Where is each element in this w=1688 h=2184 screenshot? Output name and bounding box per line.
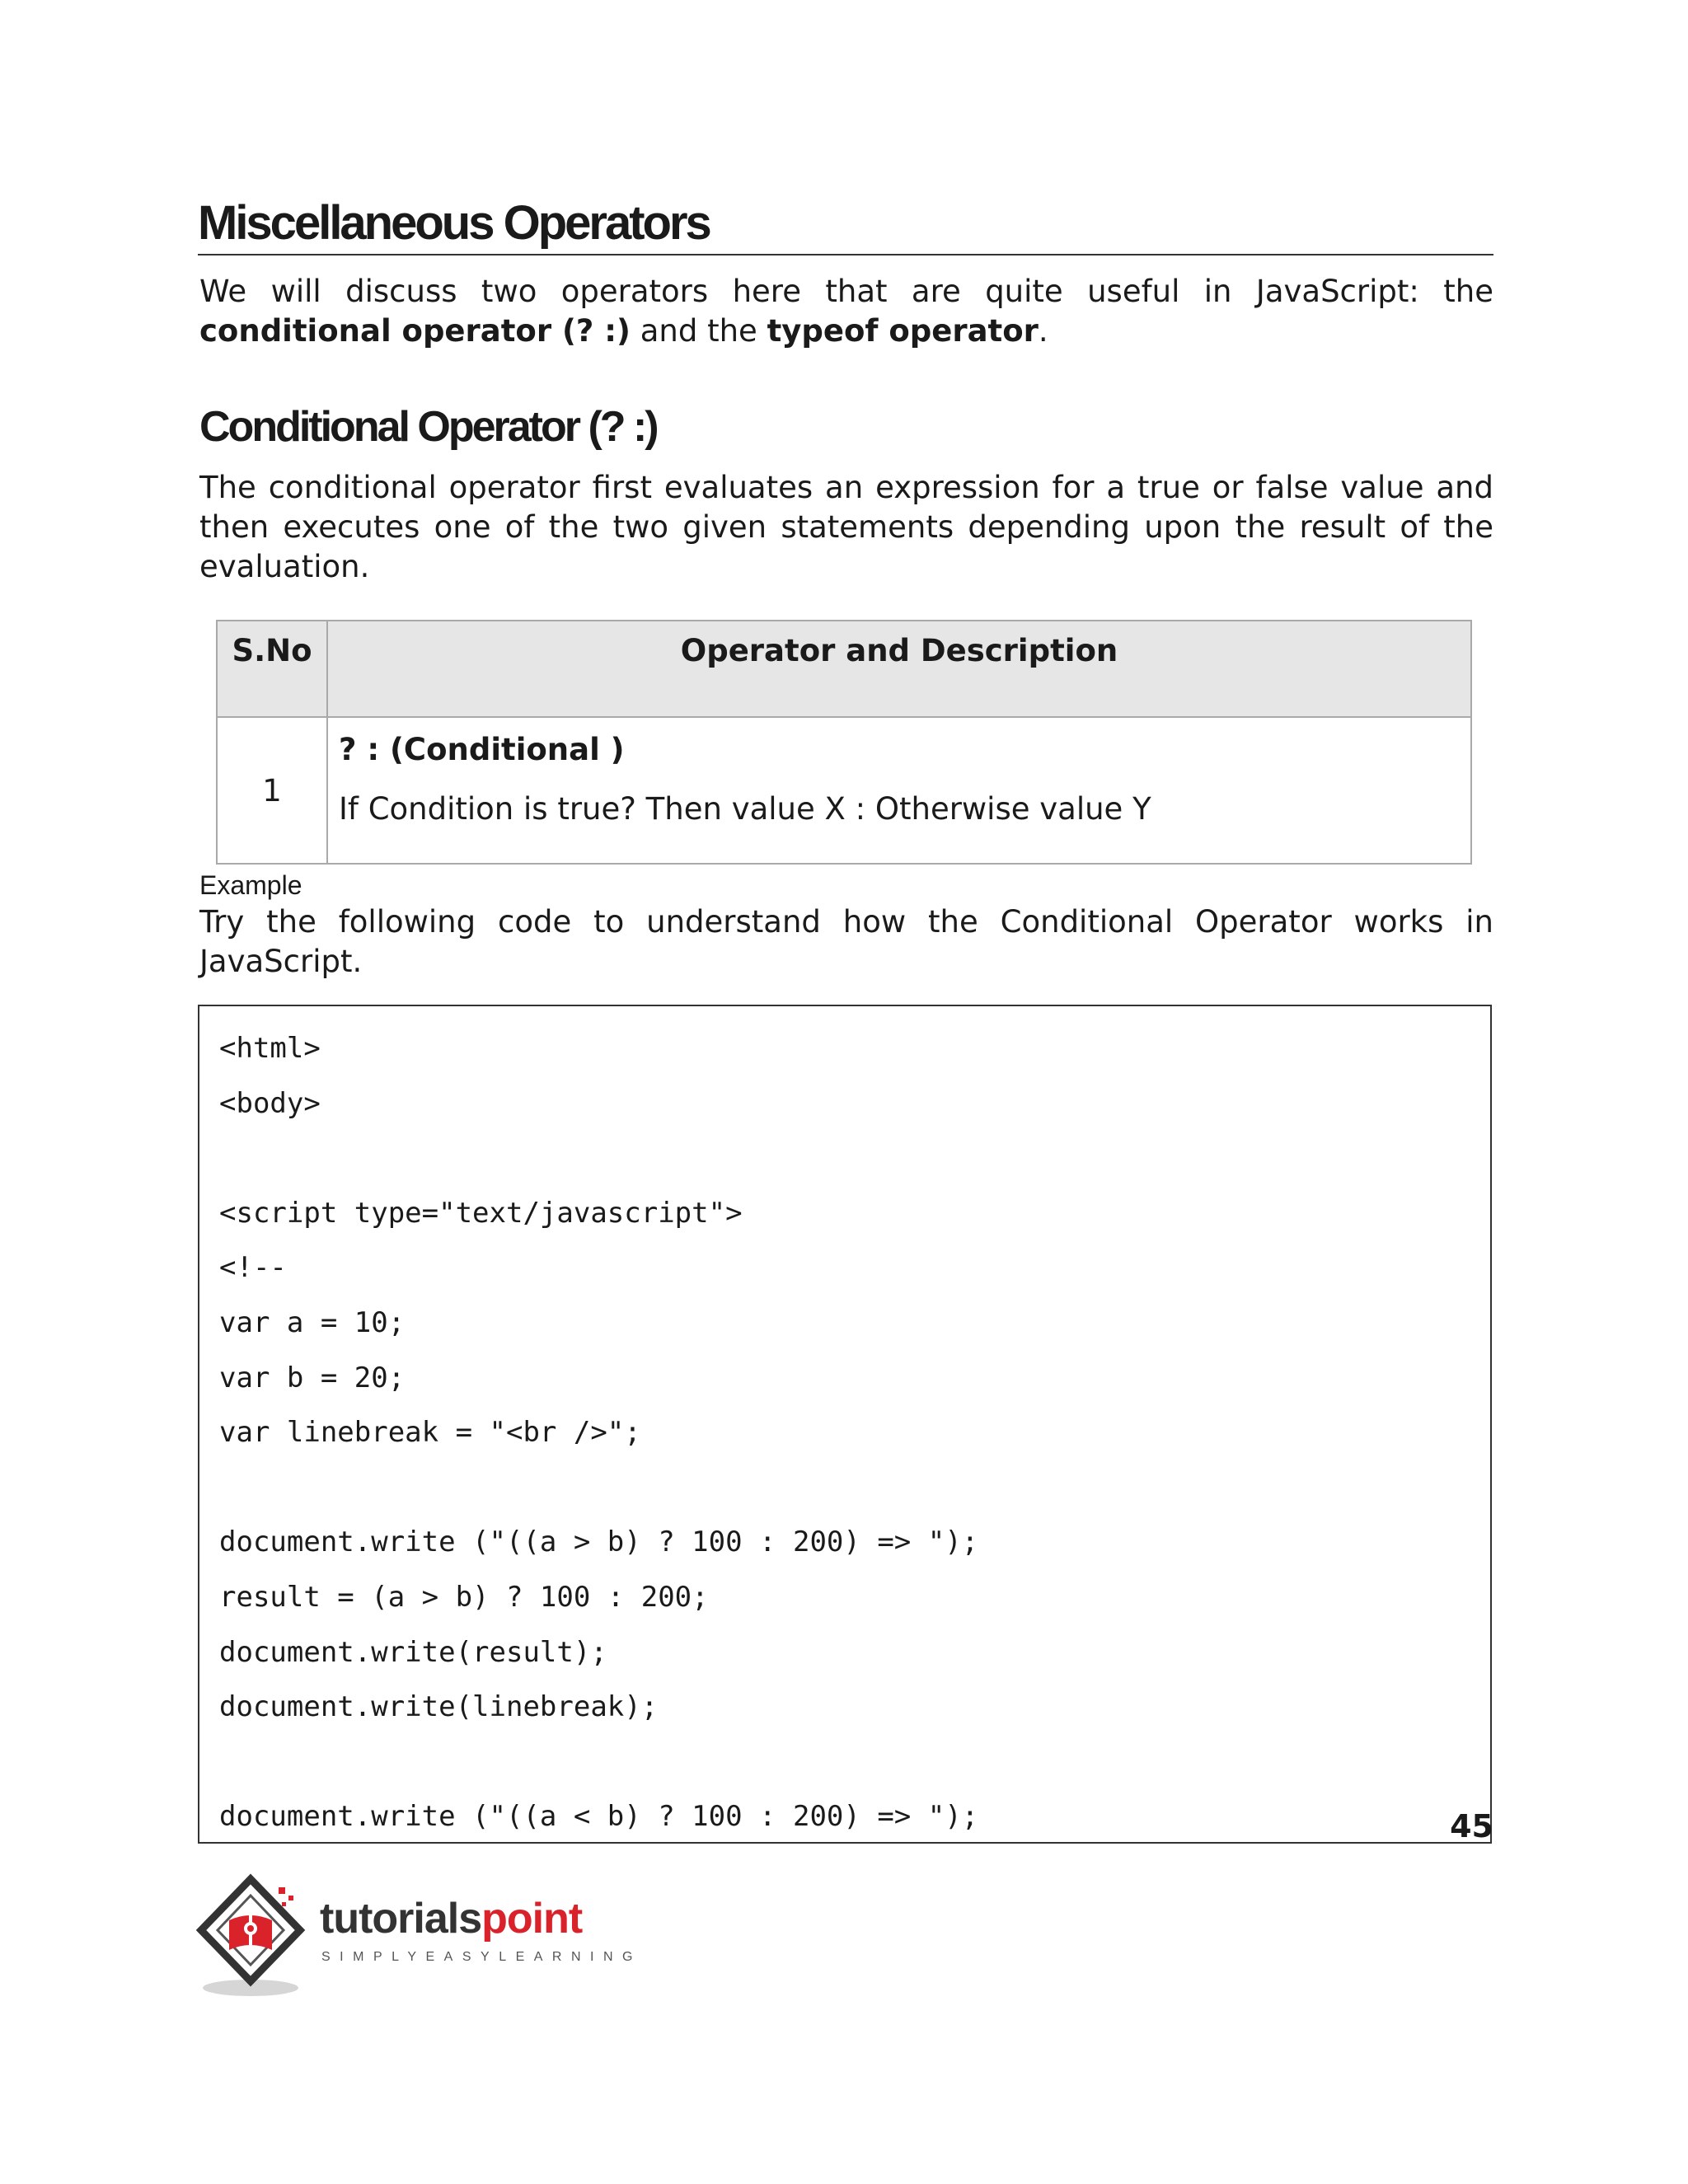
section-title: Miscellaneous Operators xyxy=(198,190,1493,255)
code-line: <html> xyxy=(219,1032,321,1065)
tutorialspoint-logo xyxy=(196,1871,642,2003)
table-header-description: Operator and Description xyxy=(327,621,1471,717)
intro-text-start: We will discuss two operators here that are quite useful in JavaScript: the xyxy=(199,274,1493,309)
code-line: var b = 20; xyxy=(219,1361,406,1394)
example-label: Example xyxy=(199,870,302,900)
code-line: result = (a > b) ? 100 : 200; xyxy=(219,1580,709,1614)
code-line xyxy=(219,1460,1490,1516)
example-paragraph: Try the following code to understand how the Conditional Operator works in JavaScript. xyxy=(199,904,1493,979)
logo-brand-part2: point xyxy=(481,1895,583,1943)
intro-paragraph xyxy=(199,272,1493,351)
table-header-row xyxy=(217,621,1471,717)
intro-bold-conditional: conditional operator (? :) xyxy=(199,313,631,349)
table-cell-operator xyxy=(327,717,1471,864)
code-line: document.write ("((a < b) ? 100 : 200) => "); xyxy=(219,1800,979,1834)
code-line xyxy=(219,1131,1490,1186)
logo-diamond-icon xyxy=(196,1871,320,2003)
operator-name: ? : (Conditional ) xyxy=(339,732,625,767)
table-header-sno: S.No xyxy=(217,621,327,717)
page-number: 45 xyxy=(1450,1808,1493,1844)
operator-description: If Condition is true? Then value X : Otherwise value Y xyxy=(339,791,1151,827)
intro-bold-typeof: typeof operator xyxy=(767,313,1039,349)
code-line: var linebreak = "<br />"; xyxy=(219,1416,641,1450)
code-line: document.write(result); xyxy=(219,1635,607,1669)
code-line: <!-- xyxy=(219,1251,287,1285)
intro-text-end: . xyxy=(1038,313,1048,349)
table-cell-number: 1 xyxy=(217,717,327,864)
conditional-description: The conditional operator first evaluates an expression for a true or false value and then executes one of the two given statements depending upon the result of the evaluation. xyxy=(199,470,1493,584)
logo-brand-part1: tutorials xyxy=(320,1895,482,1943)
intro-text-mid: and the xyxy=(630,313,767,349)
code-line: document.write ("((a > b) ? 100 : 200) => "); xyxy=(219,1526,979,1559)
code-block xyxy=(198,1005,1492,1844)
logo-tagline: SIMPLYEASYLEARNING xyxy=(321,1950,642,1964)
logo-brand-text xyxy=(320,1894,582,1943)
conditional-operator-heading: Conditional Operator (? :) xyxy=(199,403,657,451)
operator-table xyxy=(216,620,1472,865)
code-line: document.write(linebreak); xyxy=(219,1690,659,1724)
code-line xyxy=(219,1735,1490,1790)
page-content xyxy=(198,190,1493,1844)
code-line: <body> xyxy=(219,1086,321,1120)
code-line: var a = 10; xyxy=(219,1305,406,1339)
code-line: <script type="text/javascript"> xyxy=(219,1196,743,1230)
table-row xyxy=(217,717,1471,864)
